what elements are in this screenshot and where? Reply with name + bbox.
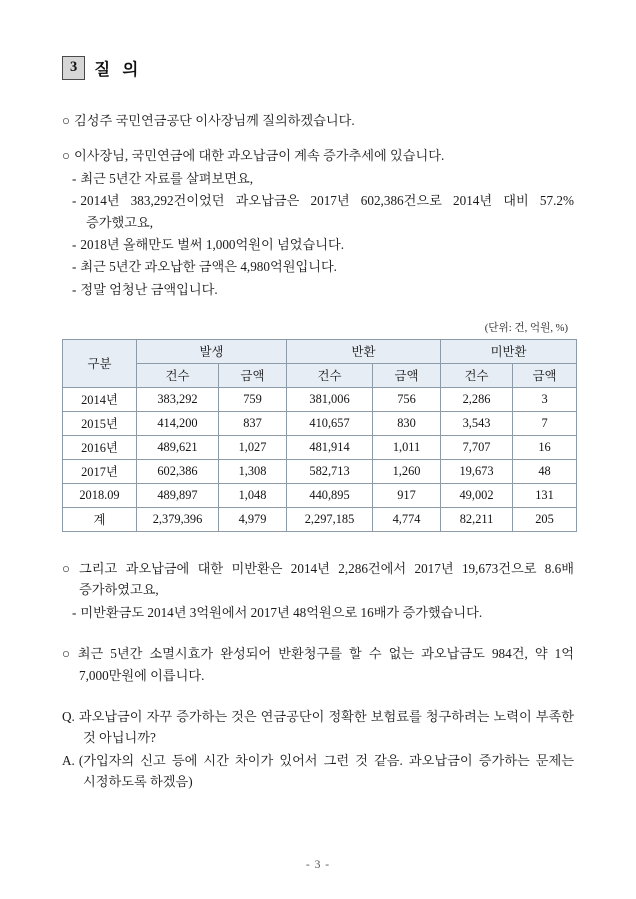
table-cell: 2,297,185 <box>287 508 373 532</box>
paragraph-block-unreturned <box>62 558 574 623</box>
paragraph-unreturned-text: 그리고 과오납금에 대한 미반환은 2014년 2,286건에서 2017년 19,673건으로 8.6배 증가하였고요, <box>79 561 575 598</box>
table-row <box>63 484 577 508</box>
table-cell: 383,292 <box>137 388 219 412</box>
overpayment-table <box>62 339 577 532</box>
list-item <box>62 234 574 255</box>
table-cell: 3 <box>513 388 577 412</box>
bullet-dash-icon: - <box>72 604 77 620</box>
table-col-header-returned: 반환 <box>287 340 441 364</box>
answer-marker: A. <box>62 752 75 768</box>
table-cell: 3,543 <box>441 412 513 436</box>
table-row <box>63 388 577 412</box>
question-line <box>62 706 574 749</box>
table-cell: 1,260 <box>373 460 441 484</box>
table-row-label: 2015년 <box>63 412 137 436</box>
table-cell: 7,707 <box>441 436 513 460</box>
table-cell: 481,914 <box>287 436 373 460</box>
table-cell: 489,621 <box>137 436 219 460</box>
table-cell: 1,048 <box>219 484 287 508</box>
table-cell: 582,713 <box>287 460 373 484</box>
list-item <box>62 279 574 300</box>
table-cell: 414,200 <box>137 412 219 436</box>
table-col-header-occurred-amount: 금액 <box>219 364 287 388</box>
table-header-row-top <box>63 340 577 364</box>
question-marker: Q. <box>62 708 75 724</box>
list-item <box>62 190 574 233</box>
table-cell: 19,673 <box>441 460 513 484</box>
page-heading <box>62 56 574 80</box>
section-number-badge: 3 <box>62 56 85 80</box>
table-cell: 410,657 <box>287 412 373 436</box>
paragraph-overpayment-intro-text: 이사장님, 국민연금에 대한 과오납금이 계속 증가추세에 있습니다. <box>73 148 445 164</box>
table-cell: 16 <box>513 436 577 460</box>
table-header-row-sub <box>63 364 577 388</box>
table-cell: 1,027 <box>219 436 287 460</box>
table-cell: 82,211 <box>441 508 513 532</box>
bullet-dash-icon: - <box>72 281 77 297</box>
table-cell: 7 <box>513 412 577 436</box>
table-header <box>63 340 577 388</box>
paragraph-block-greeting <box>62 110 574 131</box>
table-row-total <box>63 508 577 532</box>
table-row-label: 2017년 <box>63 460 137 484</box>
table-cell: 131 <box>513 484 577 508</box>
table-row-label: 2014년 <box>63 388 137 412</box>
bullet-dash-icon: - <box>72 193 77 209</box>
page-title: 질 의 <box>94 60 143 79</box>
list-item-text: 최근 5년간 과오납한 금액은 4,980억원입니다. <box>80 259 337 275</box>
table-cell: 48 <box>513 460 577 484</box>
table-cell: 205 <box>513 508 577 532</box>
table-cell: 49,002 <box>441 484 513 508</box>
table-cell: 759 <box>219 388 287 412</box>
table-body <box>63 388 577 532</box>
bullet-circle-icon: ○ <box>62 561 76 576</box>
table-row-label: 계 <box>63 508 137 532</box>
bullet-dash-icon: - <box>72 259 77 275</box>
table-cell: 4,774 <box>373 508 441 532</box>
bullet-dash-icon: - <box>72 170 77 186</box>
qa-block <box>62 706 574 793</box>
table-cell: 1,011 <box>373 436 441 460</box>
table-unit-note: (단위: 건, 억원, %) <box>484 323 568 334</box>
table-col-header-occurred-count: 건수 <box>137 364 219 388</box>
table-cell: 1,308 <box>219 460 287 484</box>
list-item-text: 최근 5년간 자료를 살펴보면요, <box>80 170 254 186</box>
table-cell: 837 <box>219 412 287 436</box>
list-item-text: 2018년 올해만도 벌써 1,000억원이 넘었습니다. <box>80 236 345 252</box>
table-col-header-category: 구분 <box>63 340 137 388</box>
list-item-text: 2014년 383,292건이었던 과오납금은 2017년 602,386건으로 2014년 대비 57.2% 증가했고요, <box>80 193 574 230</box>
paragraph-greeting-text: 김성주 국민연금공단 이사장님께 질의하겠습니다. <box>73 113 355 128</box>
answer-text: (가입자의 신고 등에 시간 차이가 있어서 그런 것 같음. 과오납금이 증가하는 문제는 시정하도록 하겠음) <box>78 752 574 789</box>
bullet-circle-icon: ○ <box>62 148 70 164</box>
table-cell: 917 <box>373 484 441 508</box>
list-item <box>62 256 574 277</box>
answer-line <box>62 750 574 793</box>
table-cell: 489,897 <box>137 484 219 508</box>
paragraph-expiration <box>62 643 574 686</box>
paragraph-greeting <box>62 110 574 131</box>
table-cell: 440,895 <box>287 484 373 508</box>
list-item-text: 정말 엄청난 금액입니다. <box>80 281 218 297</box>
paragraph-block-expiration <box>62 643 574 686</box>
table-cell: 830 <box>373 412 441 436</box>
table-cell: 4,979 <box>219 508 287 532</box>
table-cell: 2,379,396 <box>137 508 219 532</box>
list-item <box>62 168 574 189</box>
paragraph-expiration-text: 최근 5년간 소멸시효가 완성되어 반환청구를 할 수 없는 과오납금도 984건, 약 1억 7,000만원에 이릅니다. <box>77 646 575 683</box>
table-col-header-unreturned-amount: 금액 <box>513 364 577 388</box>
table-cell: 602,386 <box>137 460 219 484</box>
paragraph-overpayment-intro <box>62 145 574 166</box>
table-row <box>63 436 577 460</box>
table-cell: 381,006 <box>287 388 373 412</box>
table-col-header-unreturned-count: 건수 <box>441 364 513 388</box>
table-col-header-returned-count: 건수 <box>287 364 373 388</box>
table-row <box>63 412 577 436</box>
bullet-circle-icon: ○ <box>62 646 74 662</box>
question-text: 과오납금이 자꾸 증가하는 것은 연금공단이 정확한 보험료를 청구하려는 노력이 부족한 것 아닙니까? <box>78 708 574 746</box>
table-col-header-returned-amount: 금액 <box>373 364 441 388</box>
paragraph-unreturned <box>62 558 574 601</box>
bullet-dash-icon: - <box>72 236 77 252</box>
list-item <box>62 602 574 623</box>
paragraph-block-overpayment <box>62 145 574 300</box>
page-footer: - 3 - <box>305 858 331 871</box>
table-row <box>63 460 577 484</box>
table-cell: 2,286 <box>441 388 513 412</box>
bullet-circle-icon: ○ <box>62 113 70 128</box>
table-col-header-unreturned: 미반환 <box>441 340 577 364</box>
table-col-header-occurred: 발생 <box>137 340 287 364</box>
table-row-label: 2016년 <box>63 436 137 460</box>
list-item-text: 미반환금도 2014년 3억원에서 2017년 48억원으로 16배가 증가했습니다. <box>80 604 483 620</box>
table-row-label: 2018.09 <box>63 484 137 508</box>
table-cell: 756 <box>373 388 441 412</box>
